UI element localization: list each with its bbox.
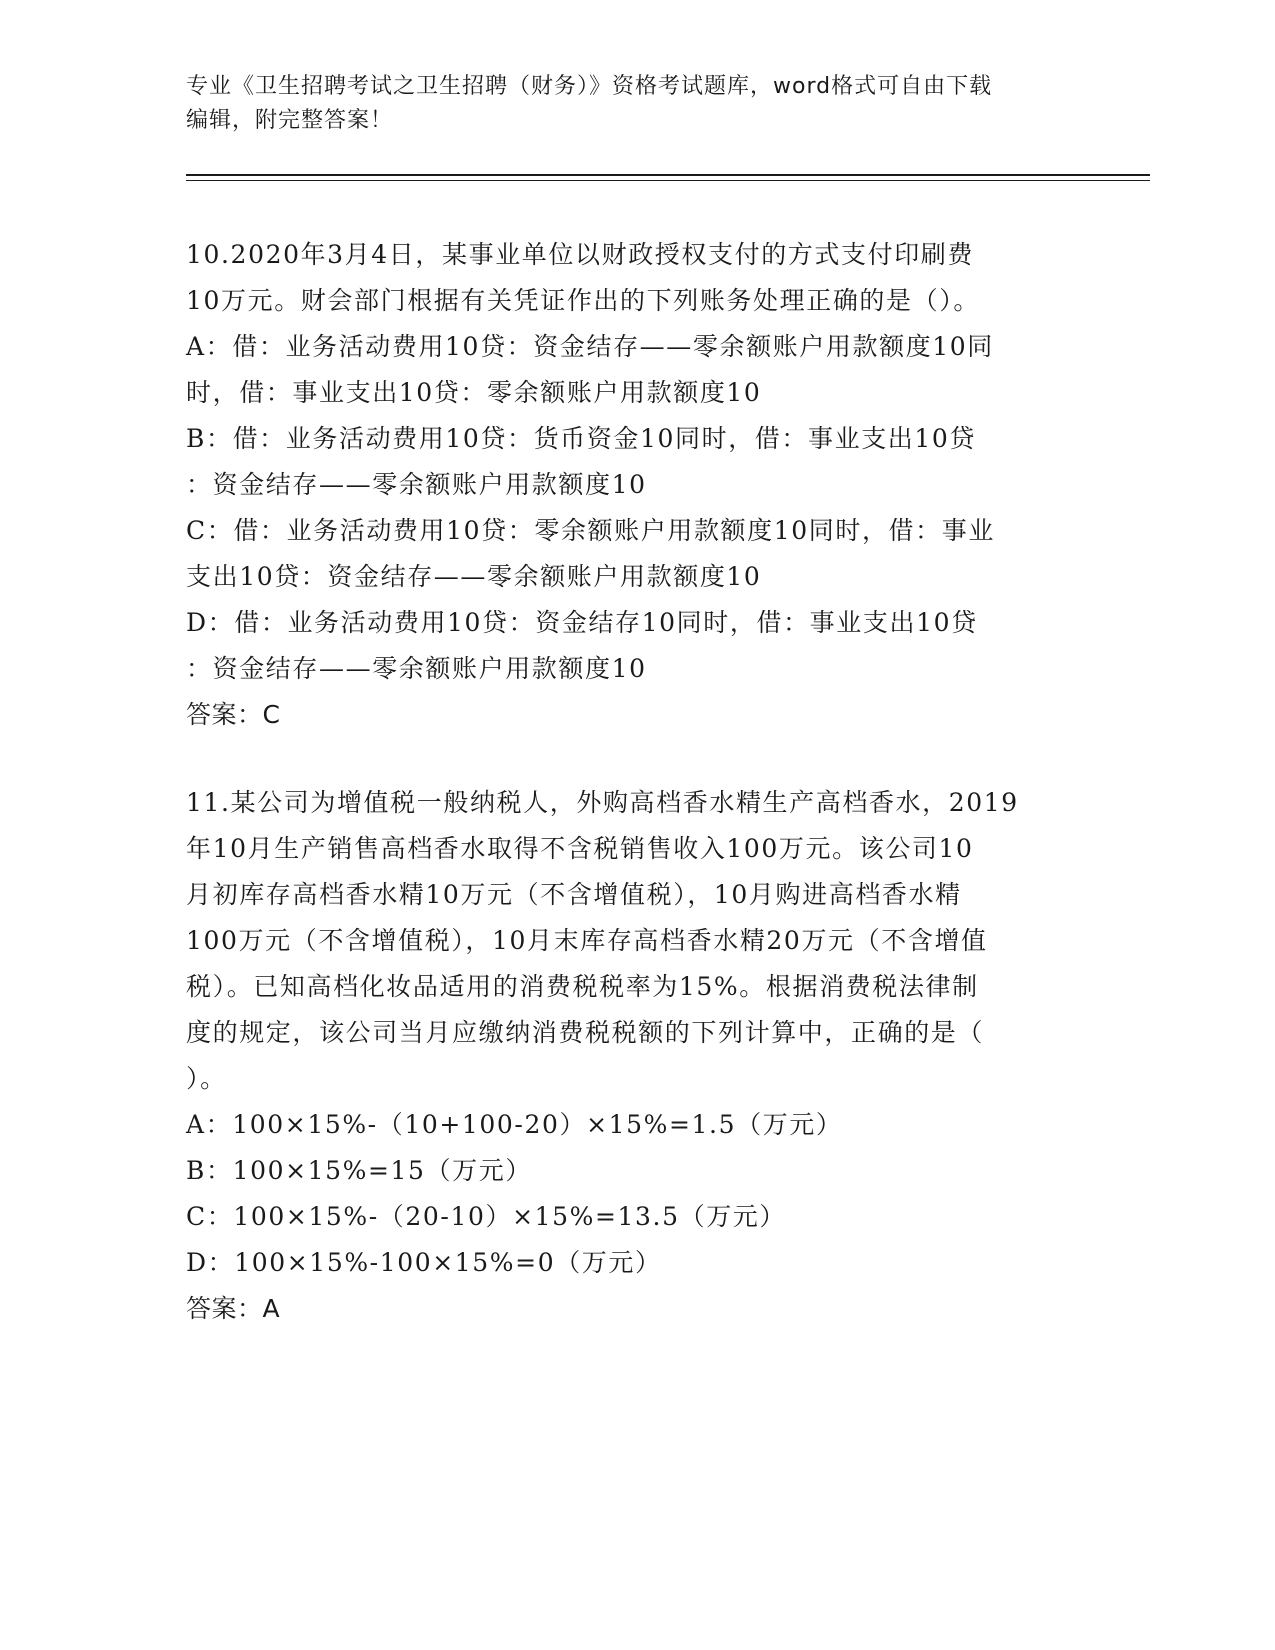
option-d: D：100×15%-100×15%=0（万元） [186,1248,662,1277]
question-text-line: 11.某公司为增值税一般纳税人，外购高档香水精生产高档香水，2019 [186,788,1019,817]
option-a-continued: 时，借：事业支出10贷：零余额账户用款额度10 [186,378,762,407]
question-text-line: 度的规定，该公司当月应缴纳消费税税额的下列计算中，正确的是（ [186,1018,985,1047]
option-d-continued: ：资金结存——零余额账户用款额度10 [186,654,647,683]
question-text-line: 10万元。财会部门根据有关凭证作出的下列账务处理正确的是（）。 [186,286,980,315]
option-b-continued: ：资金结存——零余额账户用款额度10 [186,470,647,499]
question-text-line: ）。 [186,1064,227,1093]
option-b: B：100×15%=15（万元） [186,1156,532,1185]
option-a: A：借：业务活动费用10贷：资金结存——零余额账户用款额度10同 [186,332,994,361]
question-text-line: 100万元（不含增值税），10月末库存高档香水精20万元（不含增值 [186,926,988,955]
question-text-line: 月初库存高档香水精10万元（不含增值税），10月购进高档香水精 [186,880,962,909]
header-line-2: 编辑，附完整答案！ [186,108,394,133]
option-c-continued: 支出10贷：资金结存——零余额账户用款额度10 [186,562,762,591]
header-divider-thin [186,180,1150,181]
option-c: C：100×15%-（20-10）×15%=13.5（万元） [186,1202,787,1231]
question-10 [186,232,1086,738]
document-header-note [186,70,1086,138]
option-b: B：借：业务活动费用10贷：货币资金10同时，借：事业支出10贷 [186,424,977,453]
question-text-line: 年10月生产销售高档香水取得不含税销售收入100万元。该公司10 [186,834,974,863]
header-divider-thick [186,174,1150,176]
header-line-1: 专业《卫生招聘考试之卫生招聘（财务）》资格考试题库，word格式可自由下载 [186,74,993,99]
answer-label: 答案：C [186,700,281,729]
option-c: C：借：业务活动费用10贷：零余额账户用款额度10同时，借：事业 [186,516,995,545]
option-d: D：借：业务活动费用10贷：资金结存10同时，借：事业支出10贷 [186,608,978,637]
question-text-line: 税）。已知高档化妆品适用的消费税税率为15%。根据消费税法律制 [186,972,979,1001]
question-text-line: 10.2020年3月4日，某事业单位以财政授权支付的方式支付印刷费 [186,240,974,269]
option-a: A：100×15%-（10+100-20）×15%=1.5（万元） [186,1110,843,1139]
answer-label: 答案：A [186,1294,281,1323]
question-11 [186,780,1086,1332]
